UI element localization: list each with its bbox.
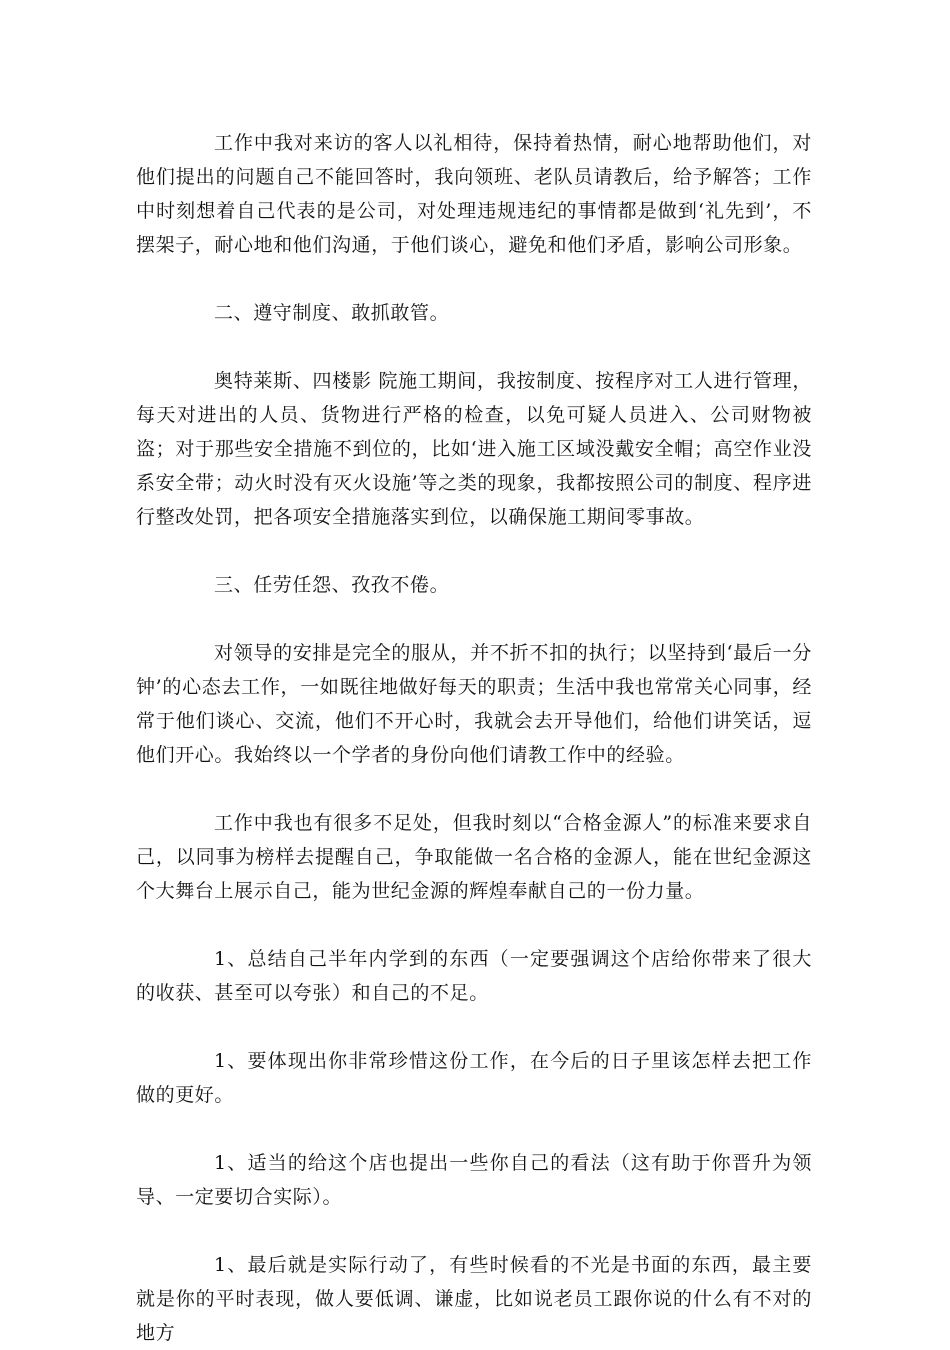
list-item-action: 1、最后就是实际行动了，有些时候看的不光是书面的东西，最主要就是你的平时表现，做人要低调、谦虚，比如说老员工跟你说的什么有不对的地方 [136, 1254, 812, 1344]
paragraph-shortcomings: 工作中我也有很多不足处，但我时刻以“合格金源人”的标准来要求自己，以同事为榜样去提醒自己，争取能做一名合格的金源人，能在世纪金源这个大舞台上展示自己，能为世纪金源的辉煌奉献自己的一份力量。 [136, 812, 812, 902]
section-heading-2: 二、遵守制度、敢抓敢管。 [214, 302, 450, 324]
section-heading-3: 三、任劳任怨、孜孜不倦。 [214, 574, 450, 596]
paragraph-construction: 奥特莱斯、四楼影 院施工期间，我按制度、按程序对工人进行管理，每天对进出的人员、货物进行严格的检查，以免可疑人员进入、公司财物被盗；对于那些安全措施不到位的，比如‘进入施工区域没戴安全帽；高空作业没系安全带；动火时没有灭火设施’等之类的现象，我都按照公司的制度、程序进行整改处罚，把各项安全措施落实到位，以确保施工期间零事故。 [136, 370, 812, 528]
paragraph-reception: 工作中我对来访的客人以礼相待，保持着热情，耐心地帮助他们，对他们提出的问题自己不能回答时，我向领班、老队员请教后，给予解答；工作中时刻想着自己代表的是公司，对处理违规违纪的事情都是做到‘礼先到’，不摆架子，耐心地和他们沟通，于他们谈心，避免和他们矛盾，影响公司形象。 [136, 132, 812, 256]
list-item-summary: 1、总结自己半年内学到的东西（一定要强调这个店给你带来了很大的收获、甚至可以夸张）和自己的不足。 [136, 948, 812, 1004]
document-body [136, 126, 812, 1350]
list-item-suggestions: 1、适当的给这个店也提出一些你自己的看法（这有助于你晋升为领导、一定要切合实际）。 [136, 1152, 812, 1208]
list-item-cherish: 1、要体现出你非常珍惜这份工作，在今后的日子里该怎样去把工作做的更好。 [136, 1050, 812, 1106]
paragraph-obedience: 对领导的安排是完全的服从，并不折不扣的执行；以坚持到‘最后一分钟’的心态去工作，一如既往地做好每天的职责；生活中我也常常关心同事，经常于他们谈心、交流，他们不开心时，我就会去开导他们，给他们讲笑话，逗他们开心。我始终以一个学者的身份向他们请教工作中的经验。 [136, 642, 812, 766]
